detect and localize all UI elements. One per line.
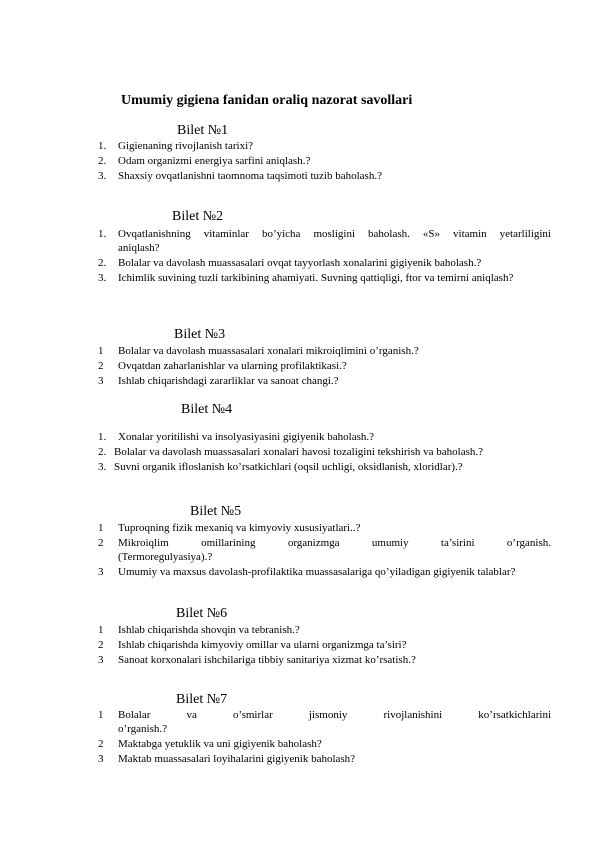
bilet-1-heading: Bilet №1 [177, 123, 229, 138]
bilet-4-heading: Bilet №4 [181, 402, 233, 417]
page: Umumiy gigiena fanidan oraliq nazorat savollari Bilet №1 1. Gigienaning rivojlanish tarixi? 2. Odam organizmi energiya sarfini aniqlash.? 3. Shaxsiy ovqatlanishni taomnoma taqsimoti tuzib baholash.? Bilet №2 1. Ovqatlanishning vitaminlar bo’yicha mosligini baholash. «S» vitamin yetarliligini aniqlash? 2. Bolalar va davolash muassasalari ovqat tayyorlash xonalarini gigiyenik baholash.? 3. Ichimlik suvining tuzli tarkibining ahamiyati. Suvning qattiqligi, ftor va temirni aniqlash? Bilet №3 1 Bolalar va davolash muassasalari xonalari mikroiqlimini o’rganish.? 2 Ovqatdan zaharlanishlar va ularning profilaktikasi.? 3 Ishlab chiqarishdagi zararliklar va sanoat changi.? Bilet №4 1. Xonalar yoritilishi va insolyasiyasini gigiyenik baholash.? 2. Bolalar va davolash muassasalari xonalari havosi tozaligini tekshirish va baholash.? 3. Suvni organik ifloslanish ko’rsatkichlari (oqsil uchligi, oksidlanish, xloridlar).? Bilet №5 1 Tuproqning fizik mexaniq va kimyoviy xususiyatlari..? 2 Mikroiqlim omillarining organizmga umumiy ta’sirini o’rganish. (Termoregulyasiya).? 3 Umumiy va maxsus davolash-profilaktika muassasalariga qo’yiladigan gigiyenik talablar? Bilet №6 1 Ishlab chiqarishda shovqin va tebranish.? 2 Ishlab chiqarishda kimyoviy omillar va ularni organizmga ta’siri? 3 Sanoat korxonalari ishchilariga tibbiy sanitariya xizmat ko’rsatish.? Bilet №7 1 Bolalar va o’smirlar jismoniy rivojlanishini ko’rsatkichlarini o’rganish.? 2 Maktabga yetuklik va uni gigiyenik baholash? 3 Maktab muassasalari loyihalarini gigiyenik baholash? [98, 93, 551, 765]
bilet-2-heading: Bilet №2 [172, 209, 224, 224]
bilet-6-heading: Bilet №6 [176, 606, 228, 621]
bilet-5-heading: Bilet №5 [190, 504, 242, 519]
bilet-7-heading: Bilet №7 [176, 692, 228, 707]
page-title: Umumiy gigiena fanidan oraliq nazorat savollari [121, 93, 413, 108]
bilet-5-item-2-cont: (Termoregulyasiya).? [118, 551, 213, 563]
bilet-3-heading: Bilet №3 [174, 327, 226, 342]
bilet-7-item-1-cont: o’rganish.? [118, 723, 167, 735]
bilet-2-item-1-cont: aniqlash? [118, 242, 160, 254]
